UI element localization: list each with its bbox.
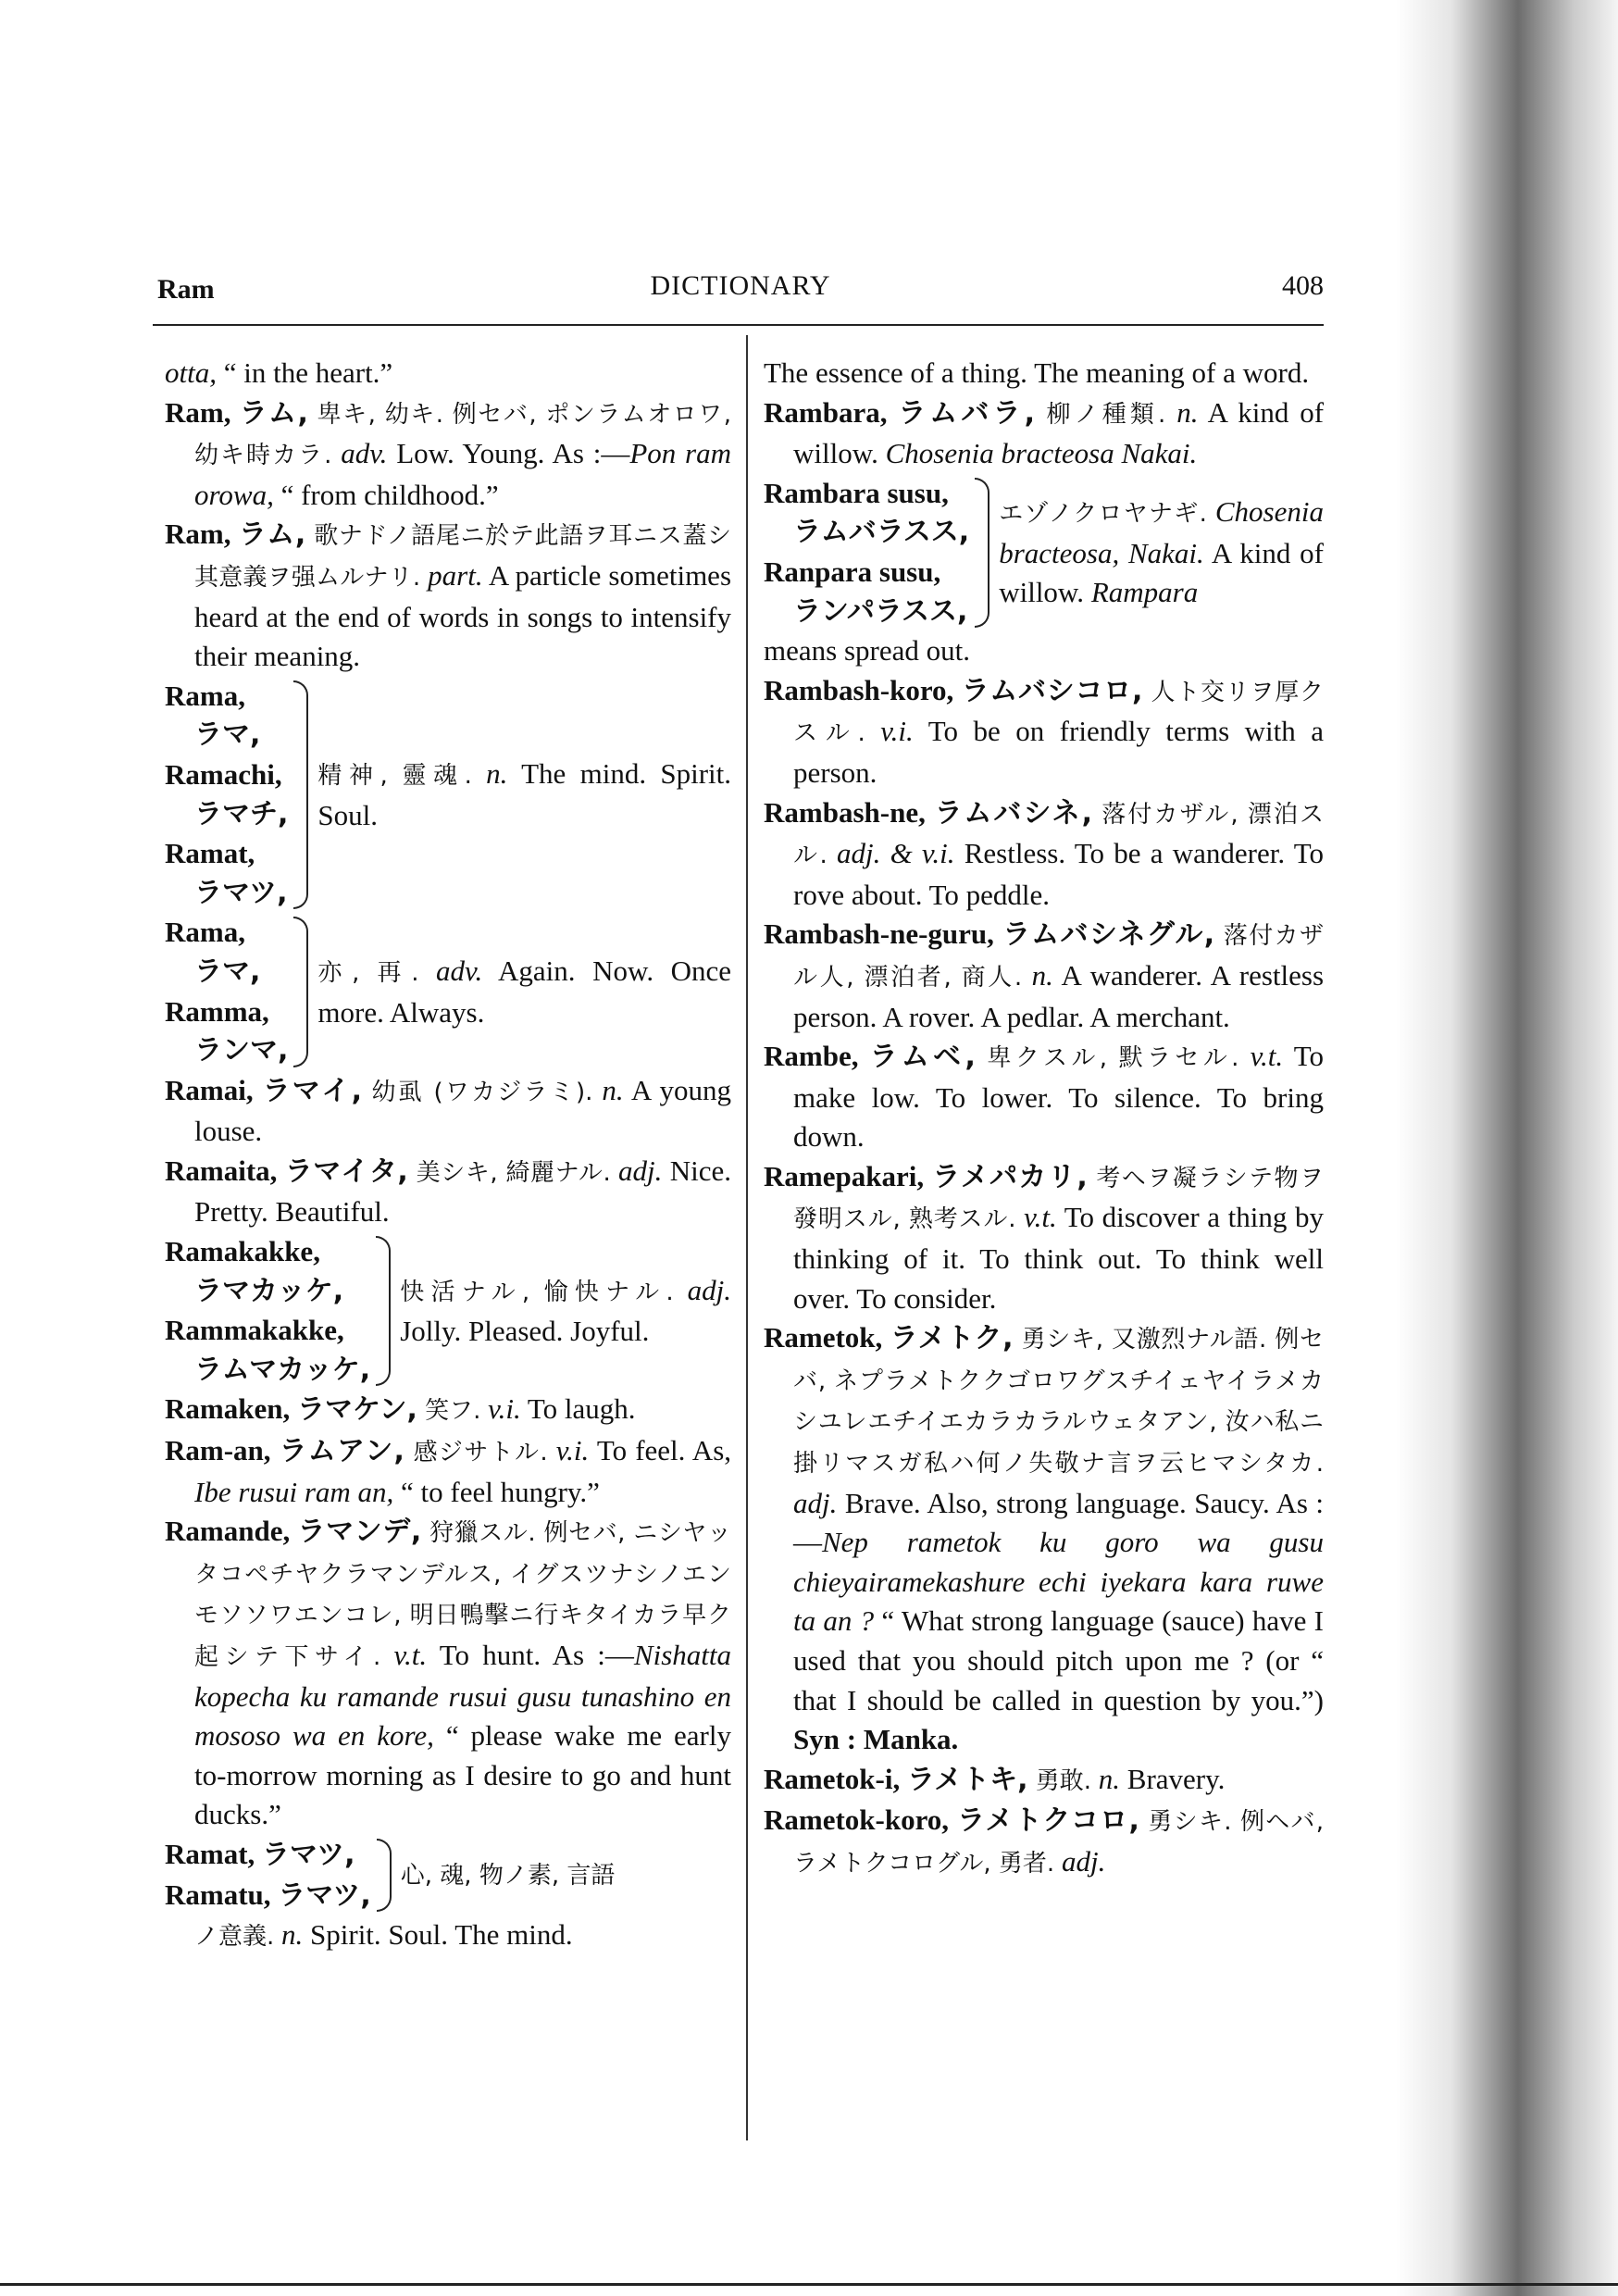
- left-column: [165, 354, 731, 1957]
- part-of-speech: part.: [420, 558, 483, 592]
- headword-kana: ラム,: [238, 518, 306, 552]
- entry-group-rambara-susu: Rambara susu, ラムバラスス, Ranpara susu, ランパラスス, エゾノクロヤナギ. Chosenia bracteosa, Nakai. A kind of willow. Rampara: [764, 476, 1324, 628]
- brace: [293, 680, 308, 910]
- entry-rambara-susu-cont: means spread out.: [764, 634, 970, 668]
- page-number: 408: [1282, 270, 1324, 301]
- entry-rambara: Rambara, ラムバラ, 柳ノ種類. n. A kind of willow. Chosenia bracteosa Nakai.: [764, 395, 1325, 470]
- entry-rambe: Rambe, ラムベ, 卑クスル, 默ラセル. v.t. To make low. To lower. To silence. To bring down.: [764, 1040, 1324, 1154]
- brace: [377, 1839, 392, 1912]
- column-divider: [746, 335, 748, 2140]
- synonym-label: Syn :: [793, 1723, 857, 1756]
- brace: [975, 478, 989, 628]
- entry-rambash-koro: Rambash-koro, ラムバシコロ, 人ト交リヲ厚クスル. v.i. To be on friendly terms with a person.: [764, 673, 1325, 789]
- entry-group-ramakakke: Ramakakke, ラマカッケ, Rammakakke, ラムマカッケ, 快活ナル, 愉快ナル. adj. Jolly. Pleased. Joyful.: [165, 1235, 731, 1386]
- entry-rambash-ne: Rambash-ne, ラムバシネ, 落付カザル, 漂泊スル. adj. & v.i. Restless. To be a wanderer. To rove about. To peddle.: [764, 795, 1325, 911]
- page-header: [157, 270, 1324, 311]
- headword-kana: ラム,: [239, 396, 308, 430]
- entry-ram-adv: Ram, ラム, 卑キ, 幼キ. 例セバ, ポンラムオロワ, 幼キ時カラ. adv. Low. Young. As :—Pon ram orowa, “ from childhood.”: [165, 395, 732, 511]
- entry-group-rama-mind: Rama, ラマ, Ramachi, ラマチ, Ramat, ラマツ, 精神, 靈魂. n. The mind. Spirit. Soul.: [165, 679, 731, 909]
- entry-ramai: Ramai, ラマイ, 幼虱 (ワカジラミ). n. A young louse.: [165, 1073, 732, 1148]
- header-title: DICTIONARY: [650, 270, 831, 301]
- entry-group-ramat: Ramat, ラマツ, Ramatu, ラマツ, 心, 魂, 物ノ素, 言語: [165, 1837, 616, 1912]
- japanese-gloss: 歌ナドノ語尾ニ於テ此語ヲ耳ニス蓋シ其意義ヲ强ムルナリ.: [194, 522, 731, 592]
- part-of-speech: adv.: [331, 437, 388, 470]
- entry-ram-an: Ram-an, ラムアン, 感ジサトル. v.i. To feel. As, Ibe rusui ram an, “ to feel hungry.”: [165, 1434, 732, 1508]
- running-head: Ram: [157, 274, 215, 305]
- entry-continuation: otta, “ in the heart.”: [165, 356, 393, 389]
- entry-ramepakari: Ramepakari, ラメパカリ, 考ヘヲ凝ラシテ物ヲ發明スル, 熟考スル. v.t. To discover a thing by thinking of it. To think out. To think well over. To consider.: [764, 1159, 1325, 1315]
- right-column: [764, 354, 1324, 1884]
- synonym-word: Manka.: [856, 1723, 959, 1756]
- entry-ramaken: Ramaken, ラマケン, 笑フ. v.i. To laugh.: [165, 1392, 636, 1427]
- binding-shadow: [1396, 0, 1618, 2296]
- entry-ramaita: Ramaita, ラマイタ, 美シキ, 綺麗ナル. adj. Nice. Pretty. Beautiful.: [165, 1154, 731, 1229]
- bottom-rule: [0, 2283, 1618, 2286]
- brace: [376, 1236, 391, 1386]
- entry-rametok: Rametok, ラメトク, 勇シキ, 又激烈ナル語. 例セバ, ネプラメトククゴロワグスチイェヤイラメカシユレエチイエカラカラルウェタアン, 汝ハ私ニ掛リマスガ私ハ何ノ失敬ナ言ヲ云ヒマシタカ. adj. Brave. Also, strong language. Saucy. As :—Nep rametok ku goro wa gusu chieyairamekashure echi iyekara kara ruwe ta an ? “ What strong language (sauce) have I used that you should pitch upon me ? (or “ that I should be called in question by you.”) Syn : Manka.: [764, 1321, 1325, 1756]
- entry-continuation: The essence of a thing. The meaning of a word.: [764, 356, 1310, 389]
- headword: Ram,: [165, 395, 231, 429]
- entry-ram-part: Ram, ラム, 歌ナドノ語尾ニ於テ此語ヲ耳ニス蓋シ其意義ヲ强ムルナリ. part. A particle sometimes heard at the end of words in songs to intensify their meaning.: [165, 518, 732, 673]
- entry-ramande: Ramande, ラマンデ, 狩獵スル. 例セバ, ニシヤッタコペチヤクラマンデルス, イグスツナシノエンモソソワエンコレ, 明日鴨擊ニ行キタイカラ早ク起シテ下サイ. v.t. To hunt. As :—Nishatta kopecha ku ramande rusui gusu tunashino en mososo wa en kore, “ please wake me early to-morrow morning as I desire to go and hunt ducks.”: [165, 1515, 732, 1831]
- entry-rametok-koro: Rametok-koro, ラメトクコロ, 勇シキ. 例ヘバ, ラメトクコログル, 勇者. adj.: [764, 1803, 1325, 1878]
- japanese-gloss: 卑キ, 幼キ. 例セバ, ポンラムオロワ, 幼キ時カラ.: [194, 400, 732, 470]
- entry-rametok-i: Rametok-i, ラメトキ, 勇敢. n. Bravery.: [764, 1762, 1226, 1796]
- entry-rambash-ne-guru: Rambash-ne-guru, ラムバシネグル, 落付カザル人, 漂泊者, 商人. n. A wanderer. A restless person. A rover. A pedlar. A merchant.: [764, 917, 1325, 1033]
- entry-ramat-definition: ノ意義. n. Spirit. Soul. The mind.: [194, 1918, 573, 1952]
- example: Pon ram orowa,: [194, 437, 732, 511]
- header-rule: [153, 324, 1324, 326]
- headword: Ram,: [165, 518, 231, 551]
- brace: [293, 917, 308, 1067]
- entry-group-rama-again: Rama, ラマ, Ramma, ランマ, 亦, 再. adv. Again. Now. Once more. Always.: [165, 916, 731, 1067]
